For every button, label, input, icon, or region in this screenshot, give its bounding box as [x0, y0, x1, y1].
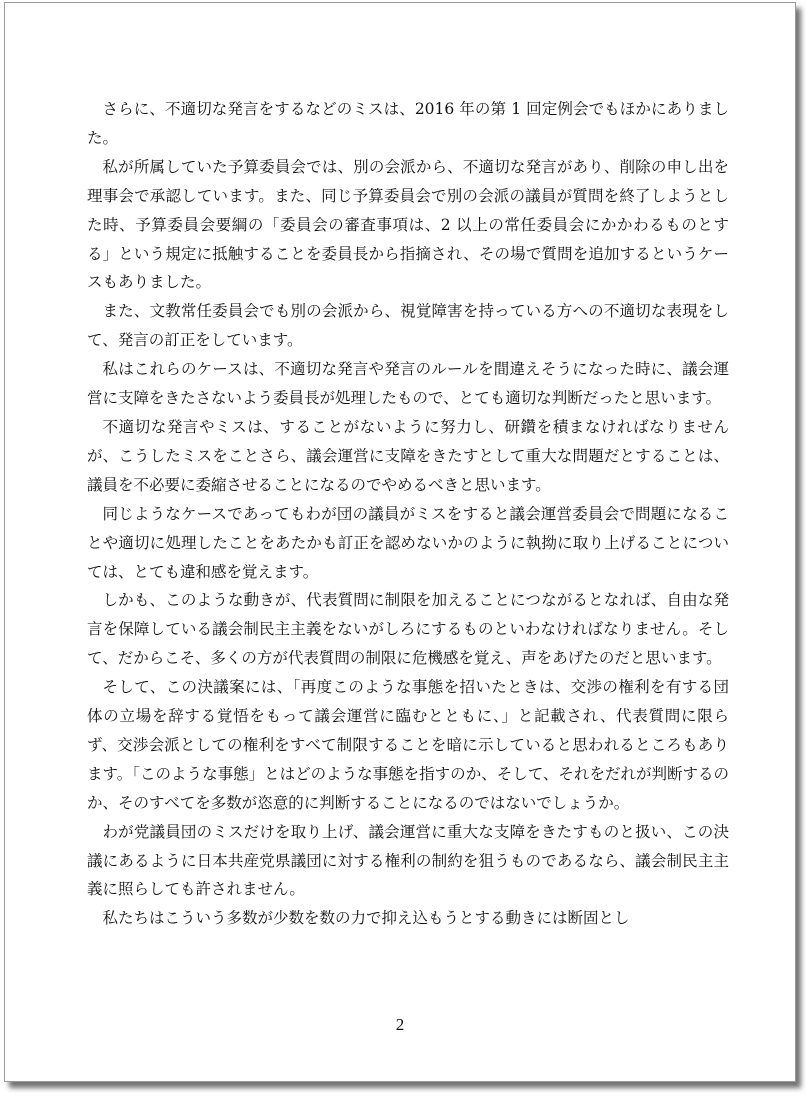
- paragraph-10: 私たちはこういう多数が少数を数の力で抑え込もうとする動きには断固とし: [102, 909, 630, 928]
- paragraph-2: 私が所属していた予算委員会では、別の会派から、不適切な発言があり、削除の申し出を理事会で承認しています。また、同じ予算委員会で別の会派の議員が質問を終了しようとした時、予算委員会要綱の「委員会の審査事項は、2 以上の常任委員会にかかわるものとする」という規定に抵触することを委員長から指摘され、その場で質問を追加するというケースもありました。: [87, 157, 729, 292]
- paragraph-3: また、文教常任委員会でも別の会派から、視覚障害を持っている方への不適切な表現をして、発言の訂正をしています。: [87, 302, 729, 350]
- page-number: 2: [395, 1015, 405, 1034]
- paragraph-7: しかも、このような動きが、代表質問に制限を加えることにつながるとなれば、自由な発言を保障している議会制民主主義をないがしろにするものといわなければなりません。そして、だからこそ、多くの方が代表質問の制限に危機感を覚え、声をあげたのだと思います。: [87, 591, 729, 668]
- paragraph-1: さらに、不適切な発言をするなどのミスは、2016 年の第 1 回定例会でもほかにありました。: [87, 100, 729, 147]
- paragraph-5: 不適切な発言やミスは、することがないように努力し、研鑽を積まなければなりませんが、こうしたミスをことさら、議会運営に支障をきたすとして重大な問題だとすることは、議員を不必要に委縮させることになるのでやめるべきと思います。: [87, 417, 729, 494]
- body-text: [87, 95, 729, 933]
- paragraph-6: 同じようなケースであってもわが団の議員がミスをすると議会運営委員会で問題になることや適切に処理したことをあたかも訂正を認めないかのように執拗に取り上げることについては、とても違和感を覚えます。: [87, 504, 729, 581]
- document-page: [4, 2, 796, 1082]
- paragraph-8: そして、この決議案には、「再度このような事態を招いたときは、交渉の権利を有する団体の立場を辞する覚悟をもって議会運営に臨むとともに、」と記載され、代表質問に限らず、交渉会派としての権利をすべて制限することを暗に示していると思われるところもあります。「このような事態」とはどのような事態を指すのか、そして、それをだれが判断するのか、そのすべてを多数が恣意的に判断することになるのではないでしょうか。: [87, 678, 730, 812]
- paragraph-9: わが党議員団のミスだけを取り上げ、議会運営に重大な支障をきたすものと扱い、この決議にあるように日本共産党県議団に対する権利の制約を狙うものであるなら、議会制民主主義に照らしても許されません。: [87, 822, 729, 899]
- paragraph-4: 私はこれらのケースは、不適切な発言や発言のルールを間違えそうになった時に、議会運営に支障をきたさないよう委員長が処理したもので、とても適切な判断だったと思います。: [87, 360, 729, 408]
